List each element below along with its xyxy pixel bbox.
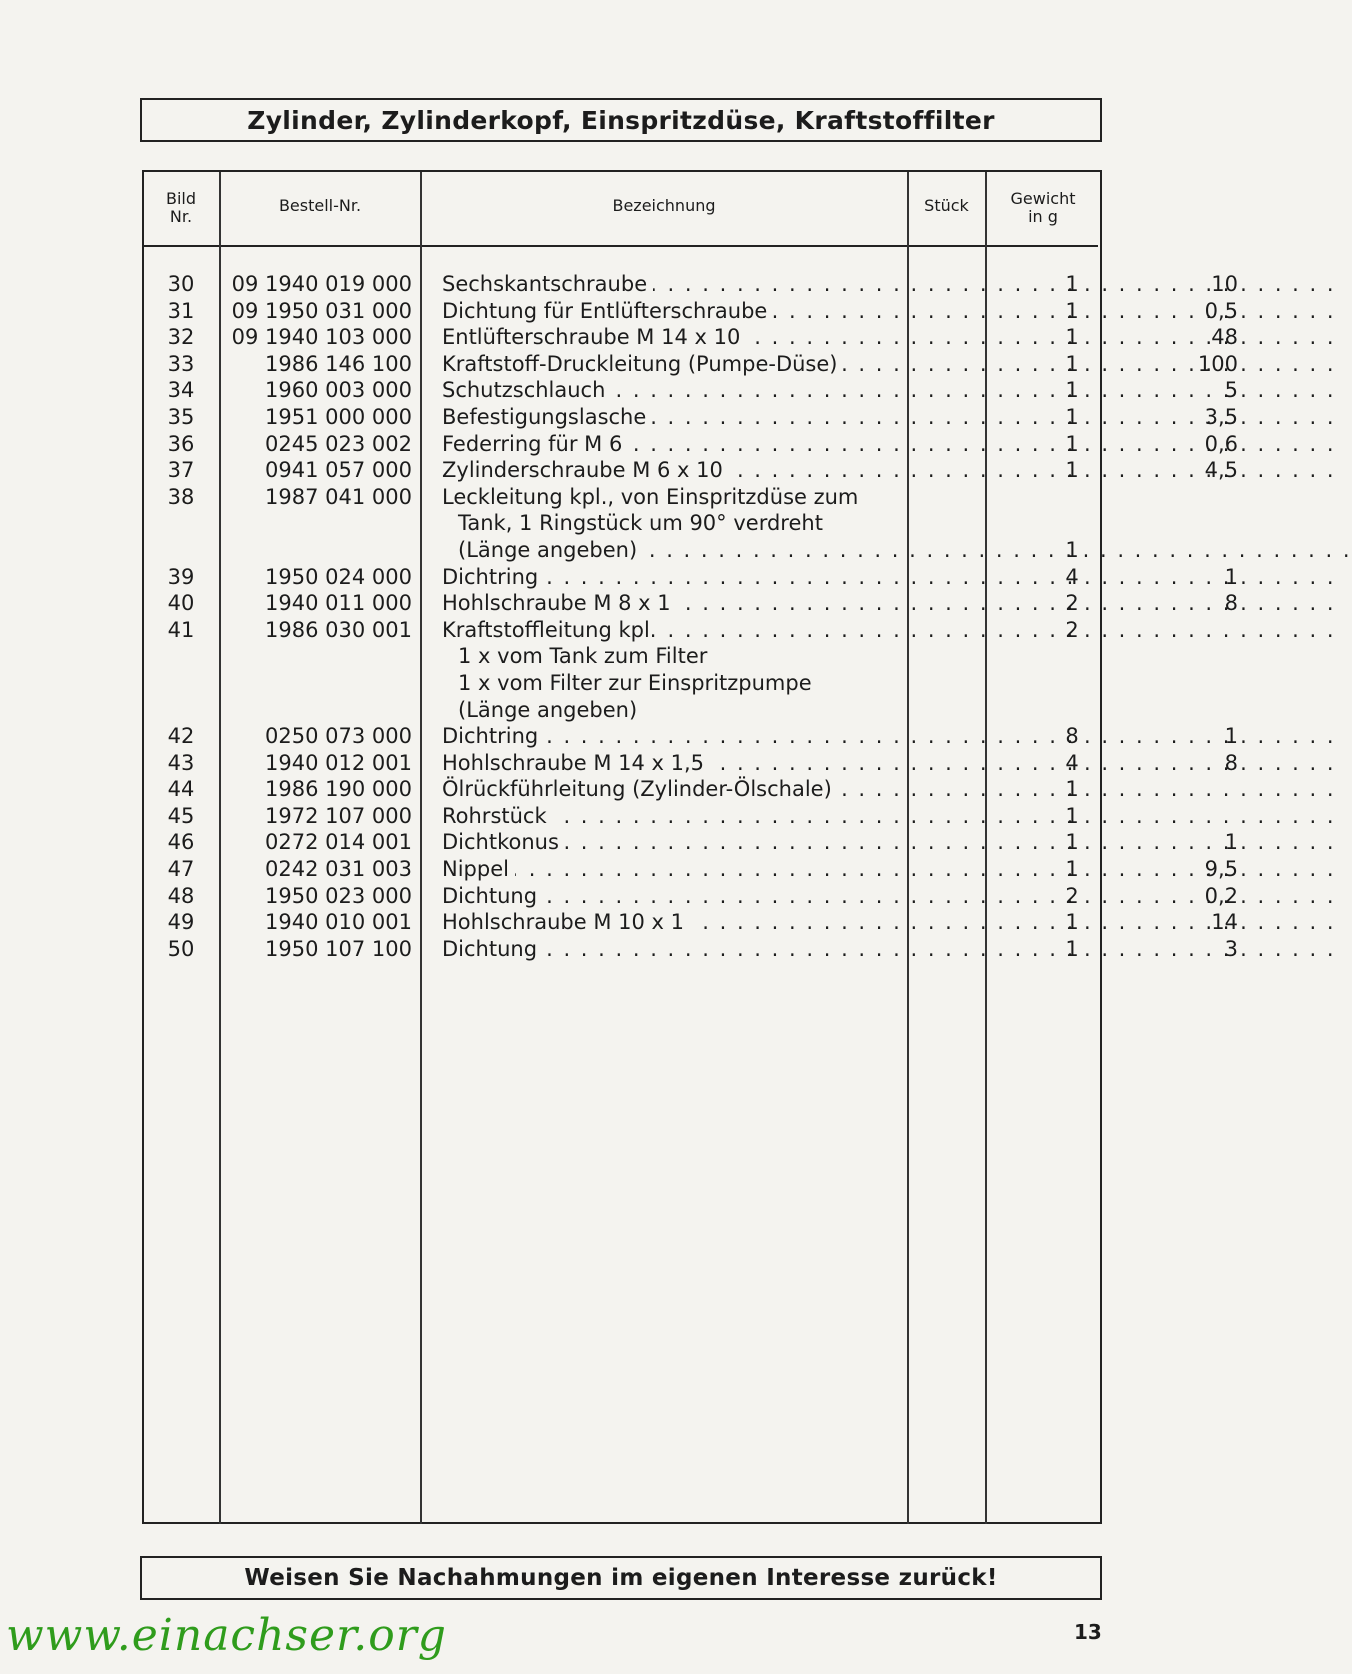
- cell-bezeichnung: [442, 884, 1050, 908]
- cell-bild-nr: 50: [167, 936, 195, 961]
- bezeichnung-text: Federring für M 6: [442, 432, 628, 456]
- table-row: [142, 564, 1238, 592]
- cell-stueck: 1: [1065, 936, 1079, 961]
- cell-bestell-nr: 0272 014 001: [265, 830, 412, 855]
- cell-bild-nr: 31: [167, 298, 195, 323]
- cell-bezeichnung: [442, 910, 1050, 934]
- cell-gewicht: 100: [1197, 351, 1238, 376]
- cell-gewicht: 3,5: [1204, 404, 1238, 429]
- table-row: [142, 618, 1102, 645]
- bezeichnung-text: Hohlschraube M 10 x 1: [442, 910, 690, 934]
- table-row: [142, 830, 1238, 857]
- cell-bestell-nr: 1960 003 000: [265, 378, 412, 403]
- cell-bild-nr: 32: [167, 325, 195, 350]
- cell-stueck: 1: [1065, 351, 1079, 376]
- cell-gewicht: 1: [1224, 724, 1238, 749]
- cell-bestell-nr: 1986 146 100: [265, 351, 412, 376]
- bezeichnung-text: Rohrstück: [442, 804, 553, 828]
- bezeichnung-text: Hohlschraube M 14 x 1,5: [442, 751, 710, 775]
- cell-bestell-nr: 1972 107 000: [265, 803, 412, 828]
- cell-bild-nr: 47: [167, 857, 195, 882]
- table-row: [142, 910, 1238, 937]
- cell-stueck: 1: [1065, 272, 1079, 296]
- cell-stueck: 1: [1065, 458, 1079, 483]
- table-row: [142, 458, 1238, 485]
- page-title: Zylinder, Zylinderkopf, Einspritzdüse, Kraftstoffilter: [140, 98, 1102, 142]
- table-row: [142, 351, 1238, 379]
- cell-bild-nr: 36: [167, 431, 195, 456]
- bezeichnung-text: Leckleitung kpl., von Einspritzdüse zum: [442, 485, 864, 509]
- cell-bezeichnung: [442, 804, 1050, 828]
- page-number: 13: [1074, 1620, 1102, 1644]
- cell-bild-nr: 43: [167, 750, 195, 775]
- cell-stueck: 1: [1065, 325, 1079, 350]
- cell-stueck: 1: [1065, 431, 1079, 456]
- bezeichnung-text: Befestigungslasche: [442, 405, 652, 429]
- table-row: [142, 272, 1238, 299]
- cell-bestell-nr: 1986 030 001: [265, 617, 412, 642]
- bezeichnung-text: Ölrückführleitung (Zylinder-Ölschale): [442, 777, 838, 801]
- cell-bezeichnung: [442, 618, 1050, 642]
- cell-stueck: 1: [1065, 803, 1079, 828]
- cell-stueck: 1: [1065, 857, 1079, 882]
- cell-bestell-nr: 0242 031 003: [265, 857, 412, 882]
- cell-bild-nr: 49: [167, 910, 195, 935]
- bezeichnung-text: Dichtung: [442, 937, 543, 961]
- cell-bild-nr: 30: [167, 272, 195, 296]
- cell-bild-nr: 46: [167, 830, 195, 855]
- cell-gewicht: 48: [1211, 325, 1238, 350]
- cell-bezeichnung: [442, 432, 1050, 456]
- cell-gewicht: 3: [1224, 936, 1238, 961]
- bezeichnung-text: Zylinderschraube M 6 x 10: [442, 458, 729, 482]
- cell-bild-nr: 45: [167, 803, 195, 828]
- bezeichnung-text: Hohlschraube M 8 x 1: [442, 591, 677, 615]
- bezeichnung-text: (Länge angeben): [458, 698, 643, 722]
- cell-stueck: 2: [1065, 617, 1079, 642]
- table-row: [142, 404, 1238, 432]
- cell-gewicht: 0,5: [1204, 298, 1238, 323]
- cell-bestell-nr: 0250 073 000: [265, 724, 412, 749]
- table-row: [142, 644, 1102, 671]
- table-row: [142, 325, 1238, 352]
- table-row: [142, 698, 1102, 725]
- cell-gewicht: 10: [1211, 272, 1238, 296]
- table-row: [142, 804, 1102, 831]
- cell-stueck: 2: [1065, 591, 1079, 616]
- cell-bestell-nr: 1987 041 000: [265, 484, 412, 509]
- cell-bezeichnung: [442, 485, 1050, 509]
- cell-bild-nr: 37: [167, 458, 195, 483]
- cell-stueck: 4: [1065, 750, 1079, 775]
- cell-bild-nr: 44: [167, 777, 195, 802]
- cell-bestell-nr: 1950 024 000: [265, 564, 412, 589]
- table-row: [142, 671, 1102, 698]
- cell-bestell-nr: 09 1940 103 000: [231, 325, 412, 350]
- table-row: [142, 431, 1238, 459]
- cell-bestell-nr: 0941 057 000: [265, 458, 412, 483]
- cell-gewicht: 8: [1224, 750, 1238, 775]
- table-row: [142, 857, 1238, 884]
- cell-bezeichnung: [458, 698, 1050, 722]
- cell-stueck: 1: [1065, 910, 1079, 935]
- cell-bezeichnung: [442, 751, 1050, 775]
- cell-stueck: 1: [1065, 404, 1079, 429]
- cell-bestell-nr: 1950 107 100: [265, 936, 412, 961]
- header-bestell: Bestell-Nr.: [278, 196, 362, 215]
- watermark: www.einachser.org: [6, 1610, 447, 1661]
- cell-gewicht: 0,2: [1204, 883, 1238, 908]
- cell-bild-nr: 33: [167, 351, 195, 376]
- cell-bezeichnung: [442, 777, 1050, 801]
- cell-bezeichnung: [442, 272, 1050, 296]
- header-stueck: Stück: [924, 196, 969, 215]
- cell-gewicht: 9,5: [1204, 857, 1238, 882]
- bezeichnung-text: 1 x vom Filter zur Einspritzpumpe: [458, 671, 818, 695]
- table-row: [142, 378, 1238, 405]
- cell-stueck: 1: [1065, 298, 1079, 323]
- cell-bestell-nr: 09 1940 019 000: [231, 272, 412, 296]
- table-row: [142, 936, 1238, 964]
- cell-bezeichnung: [442, 325, 1050, 349]
- cell-stueck: 2: [1065, 883, 1079, 908]
- table-row: [142, 883, 1238, 911]
- bezeichnung-text: 1 x vom Tank zum Filter: [458, 644, 713, 668]
- bezeichnung-text: Dichtkonus: [442, 830, 565, 854]
- bezeichnung-text: Schutzschlauch: [442, 378, 611, 402]
- cell-bezeichnung: [442, 857, 1050, 881]
- bezeichnung-text: (Länge angeben): [458, 538, 643, 562]
- bezeichnung-text: Nippel: [442, 857, 515, 881]
- cell-stueck: 1: [1065, 378, 1079, 403]
- header-divider: [142, 245, 1098, 247]
- table-row: [142, 750, 1238, 778]
- table-row: [142, 724, 1238, 751]
- cell-bezeichnung: [442, 299, 1050, 323]
- bezeichnung-text: Dichtring: [442, 565, 544, 589]
- bezeichnung-text: Tank, 1 Ringstück um 90° verdreht: [458, 511, 829, 535]
- cell-bezeichnung: [442, 937, 1050, 961]
- bezeichnung-text: Entlüfterschraube M 14 x 10: [442, 325, 746, 349]
- cell-bezeichnung: [442, 724, 1050, 748]
- cell-bild-nr: 48: [167, 883, 195, 908]
- cell-bild-nr: 34: [167, 378, 195, 403]
- cell-gewicht: 14: [1211, 910, 1238, 935]
- header-bezeichnung: Bezeichnung: [612, 196, 716, 215]
- cell-stueck: 8: [1065, 724, 1079, 749]
- bezeichnung-text: Sechskantschraube: [442, 272, 653, 296]
- cell-gewicht: 5: [1224, 378, 1238, 403]
- table-row: [142, 485, 1102, 512]
- header-bild: Bild Nr.: [165, 189, 197, 226]
- table-body: [142, 272, 1238, 963]
- cell-bild-nr: 41: [167, 617, 195, 642]
- cell-bestell-nr: 0245 023 002: [265, 431, 412, 456]
- bezeichnung-text: Dichtring: [442, 724, 544, 748]
- bezeichnung-text: Kraftstoffleitung kpl.: [442, 618, 662, 642]
- table-row: [142, 511, 1102, 538]
- cell-stueck: 4: [1065, 564, 1079, 589]
- cell-bestell-nr: 1940 012 001: [265, 750, 412, 775]
- cell-bestell-nr: 1986 190 000: [265, 777, 412, 802]
- cell-bezeichnung: [458, 511, 1050, 535]
- cell-bezeichnung: [442, 591, 1050, 615]
- table-row: [142, 538, 1102, 565]
- cell-bild-nr: 35: [167, 404, 195, 429]
- cell-bezeichnung: [458, 538, 1050, 562]
- cell-bild-nr: 38: [167, 484, 195, 509]
- footer-notice: Weisen Sie Nachahmungen im eigenen Interesse zurück!: [140, 1556, 1102, 1600]
- bezeichnung-text: Kraftstoff-Druckleitung (Pumpe-Düse): [442, 352, 843, 376]
- cell-bezeichnung: [458, 644, 1050, 668]
- cell-bild-nr: 40: [167, 591, 195, 616]
- header-gewicht: Gewicht in g: [1010, 189, 1076, 226]
- cell-bild-nr: 39: [167, 564, 195, 589]
- cell-bestell-nr: 1940 011 000: [265, 591, 412, 616]
- cell-bestell-nr: 1950 023 000: [265, 883, 412, 908]
- cell-stueck: 1: [1065, 537, 1079, 562]
- cell-bezeichnung: [458, 671, 1050, 695]
- cell-bestell-nr: 1951 000 000: [265, 404, 412, 429]
- table-row: [142, 777, 1102, 804]
- cell-gewicht: 4,5: [1204, 458, 1238, 483]
- cell-bezeichnung: [442, 405, 1050, 429]
- cell-bezeichnung: [442, 378, 1050, 402]
- cell-bild-nr: 42: [167, 724, 195, 749]
- cell-stueck: 1: [1065, 777, 1079, 802]
- cell-bezeichnung: [442, 830, 1050, 854]
- cell-bezeichnung: [442, 352, 1050, 376]
- table-row: [142, 591, 1238, 618]
- cell-gewicht: 1: [1224, 830, 1238, 855]
- cell-bezeichnung: [442, 565, 1050, 589]
- cell-gewicht: 8: [1224, 591, 1238, 616]
- cell-bestell-nr: 1940 010 001: [265, 910, 412, 935]
- table-row: [142, 298, 1238, 326]
- bezeichnung-text: Dichtung: [442, 884, 543, 908]
- bezeichnung-text: Dichtung für Entlüfterschraube: [442, 299, 773, 323]
- cell-bezeichnung: [442, 458, 1050, 482]
- cell-bestell-nr: 09 1950 031 000: [231, 298, 412, 323]
- cell-gewicht: 0,6: [1204, 431, 1238, 456]
- cell-stueck: 1: [1065, 830, 1079, 855]
- cell-gewicht: 1: [1224, 564, 1238, 589]
